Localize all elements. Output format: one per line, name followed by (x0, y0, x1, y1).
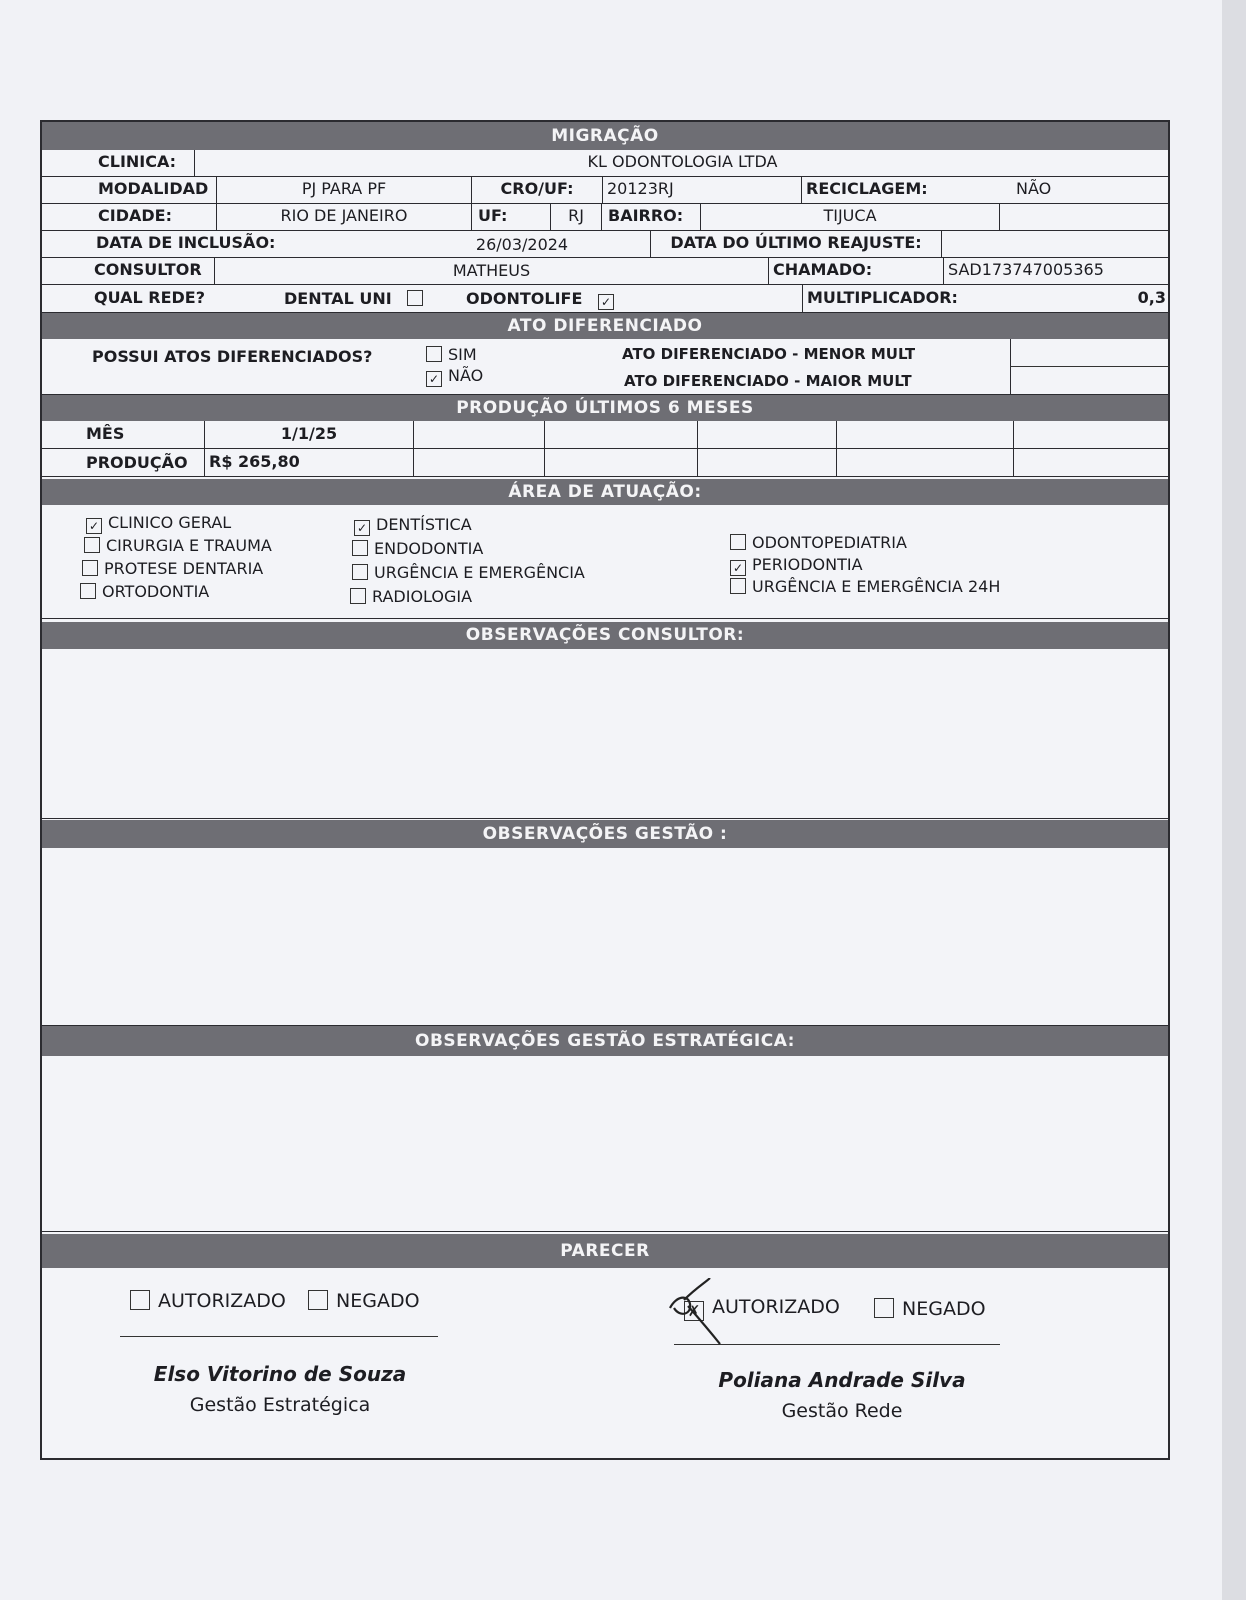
multiplicador-value: 0,3 (1137, 288, 1166, 307)
area-item-label: CLINICO GERAL (108, 513, 232, 532)
uf-value: RJ (550, 204, 602, 230)
producao-cell: R$ 265,80 (204, 449, 414, 477)
obs-gestao-header: OBSERVAÇÕES GESTÃO : (42, 820, 1168, 848)
producao-row-mes (42, 421, 1168, 449)
uf-label: UF: (478, 206, 508, 225)
mes-cell: 1/1/25 (204, 421, 414, 449)
reciclagem-label: RECICLAGEM: (806, 179, 928, 198)
mes-label: MÊS (86, 424, 125, 443)
area-item-label: PERIODONTIA (752, 555, 863, 574)
checkbox-icon[interactable] (874, 1298, 894, 1318)
checkbox-checked-icon[interactable]: ✓ (426, 371, 442, 387)
area-item-periodontia[interactable] (730, 555, 863, 576)
checkbox-checked-icon[interactable]: ✓ (730, 560, 746, 576)
area-item-label: ORTODONTIA (102, 582, 210, 601)
area-item-odontopediatria[interactable] (730, 533, 907, 552)
checkbox-icon[interactable] (80, 583, 96, 599)
bairro-value: TIJUCA (700, 204, 1000, 230)
rede-option-label: DENTAL UNI (284, 289, 392, 308)
ato-maior-label: ATO DIFERENCIADO - MAIOR MULT (624, 372, 912, 390)
row-data (42, 231, 1168, 258)
area-item-label: URGÊNCIA E EMERGÊNCIA 24H (752, 577, 1001, 596)
chamado-label: CHAMADO: (768, 258, 944, 284)
area-item-label: ODONTOPEDIATRIA (752, 533, 907, 552)
checkbox-icon[interactable] (308, 1290, 328, 1310)
consultor-value: MATHEUS (214, 258, 768, 284)
checkbox-checked-icon[interactable]: ✓ (354, 520, 370, 536)
right-negado-option[interactable] (874, 1298, 986, 1320)
option-label: NEGADO (336, 1290, 420, 1312)
obs-estrategica-area[interactable] (42, 1056, 1168, 1232)
checkbox-checked-icon[interactable]: ✓ (598, 294, 614, 310)
ato-menor-label: ATO DIFERENCIADO - MENOR MULT (622, 345, 916, 363)
right-signer-role: Gestão Rede (781, 1400, 903, 1422)
data-reajuste-label: DATA DO ÚLTIMO REAJUSTE: (650, 231, 942, 257)
paper-edge (1222, 0, 1246, 1600)
row-rede (42, 285, 1168, 313)
area-item-ortodontia[interactable] (80, 582, 209, 601)
area-item-protese[interactable] (82, 559, 263, 578)
producao-row-valor (42, 449, 1168, 477)
clinica-value: KL ODONTOLOGIA LTDA (194, 150, 1170, 176)
bairro-label: BAIRRO: (608, 206, 684, 225)
left-signer-name: Elso Vitorino de Souza (153, 1362, 407, 1386)
ato-question: POSSUI ATOS DIFERENCIADOS? (92, 347, 373, 366)
checkbox-icon[interactable] (730, 578, 746, 594)
obs-consultor-area[interactable] (42, 649, 1168, 819)
left-autorizado-option[interactable] (130, 1290, 286, 1312)
producao-label: PRODUÇÃO (86, 453, 188, 472)
area-item-clinico-geral[interactable] (86, 513, 231, 534)
data-inclusao-label: DATA DE INCLUSÃO: (96, 233, 276, 252)
area-section (42, 505, 1168, 619)
checkbox-icon[interactable] (84, 537, 100, 553)
ato-option-sim[interactable] (426, 345, 477, 364)
area-item-label: RADIOLOGIA (372, 587, 473, 606)
area-item-label: DENTÍSTICA (376, 515, 472, 534)
area-item-dentistica[interactable] (354, 515, 472, 536)
form-title: MIGRAÇÃO (42, 122, 1168, 150)
ato-values-box (1010, 339, 1170, 395)
ato-header: ATO DIFERENCIADO (42, 313, 1168, 339)
ato-divider (1010, 366, 1170, 367)
rede-option-odontolife[interactable] (466, 289, 620, 310)
cidade-value: RIO DE JANEIRO (216, 204, 472, 230)
area-header: ÁREA DE ATUAÇÃO: (42, 479, 1168, 505)
row-clinica (42, 150, 1168, 177)
checkbox-icon[interactable] (352, 564, 368, 580)
checkbox-icon[interactable] (130, 1290, 150, 1310)
cro-value: 20123RJ (602, 177, 802, 203)
producao-cell (544, 449, 698, 477)
area-item-endodontia[interactable] (352, 539, 483, 558)
area-item-label: URGÊNCIA E EMERGÊNCIA (374, 563, 585, 582)
checkbox-icon[interactable] (350, 588, 366, 604)
mes-cell (544, 421, 698, 449)
area-item-label: PROTESE DENTARIA (104, 559, 264, 578)
obs-estrategica-header: OBSERVAÇÕES GESTÃO ESTRATÉGICA: (42, 1026, 1168, 1056)
data-inclusao-value: 26/03/2024 (475, 235, 569, 254)
row-consultor (42, 258, 1168, 285)
checkbox-icon[interactable] (82, 560, 98, 576)
cro-label: CRO/UF: (500, 179, 574, 198)
handwritten-check-mark (662, 1278, 742, 1348)
clinica-label: CLINICA: (98, 152, 177, 171)
rede-label: QUAL REDE? (94, 288, 205, 307)
row-modalidade (42, 177, 1168, 204)
left-negado-option[interactable] (308, 1290, 420, 1312)
checkbox-x-icon[interactable]: ✗ (684, 1301, 704, 1321)
reciclagem-value: NÃO (1016, 179, 1052, 198)
checkbox-icon[interactable] (352, 540, 368, 556)
row-cidade (42, 204, 1168, 231)
modalidade-value: PJ PARA PF (216, 177, 472, 203)
obs-gestao-area[interactable] (42, 848, 1168, 1026)
consultor-label: CONSULTOR (94, 260, 202, 279)
area-item-radiologia[interactable] (350, 587, 472, 606)
ato-option-label: NÃO (448, 366, 484, 385)
modalidade-label: MODALIDAD (98, 179, 209, 198)
left-signature-line (120, 1336, 438, 1337)
option-label: AUTORIZADO (158, 1290, 286, 1312)
parecer-header: PARECER (42, 1234, 1168, 1268)
mes-cell (836, 421, 1014, 449)
producao-cell (836, 449, 1014, 477)
area-item-urgencia[interactable] (352, 563, 585, 582)
right-signer-name: Poliana Andrade Silva (718, 1368, 966, 1392)
ato-option-nao[interactable] (426, 366, 483, 387)
rede-option-dental-uni[interactable] (284, 289, 429, 308)
area-item-cirurgia[interactable] (84, 536, 272, 555)
multiplicador-label: MULTIPLICADOR: (802, 285, 1170, 312)
option-label: NEGADO (902, 1298, 986, 1320)
area-item-urgencia-24h[interactable] (730, 577, 1000, 596)
cidade-label: CIDADE: (98, 206, 172, 225)
ato-option-label: SIM (448, 345, 477, 364)
area-item-label: ENDODONTIA (374, 539, 484, 558)
checkbox-icon[interactable] (407, 290, 423, 306)
ato-section (42, 339, 1168, 395)
checkbox-icon[interactable] (426, 346, 442, 362)
left-signer-role: Gestão Estratégica (189, 1394, 371, 1416)
rede-option-label: ODONTOLIFE (466, 289, 583, 308)
producao-header: PRODUÇÃO ÚLTIMOS 6 MESES (42, 395, 1168, 421)
area-item-label: CIRURGIA E TRAUMA (106, 536, 272, 555)
migration-form (40, 120, 1170, 1460)
option-label: AUTORIZADO (712, 1296, 840, 1318)
chamado-value: SAD173747005365 (948, 260, 1104, 279)
checkbox-checked-icon[interactable]: ✓ (86, 518, 102, 534)
obs-consultor-header: OBSERVAÇÕES CONSULTOR: (42, 622, 1168, 649)
checkbox-icon[interactable] (730, 534, 746, 550)
